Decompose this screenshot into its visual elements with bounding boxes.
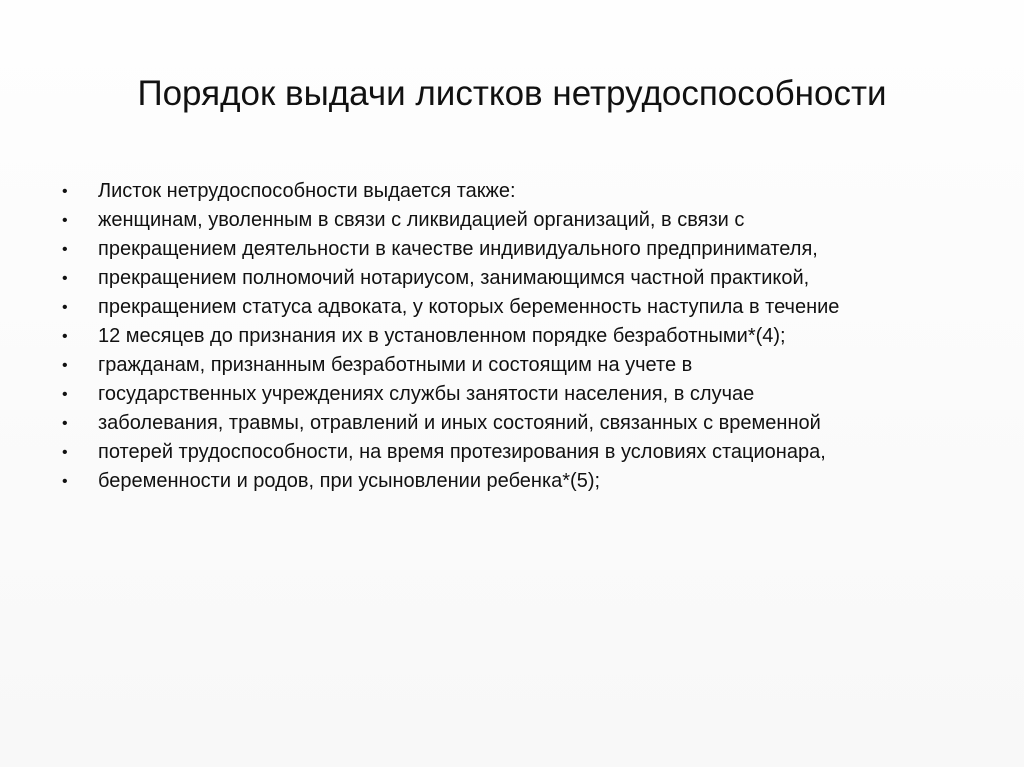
bullet-icon: • <box>62 299 68 316</box>
list-item-text: 12 месяцев до признания их в установленном порядке безработными*(4); <box>98 325 786 347</box>
list-item <box>62 438 962 467</box>
list-item <box>62 409 962 438</box>
list-item <box>62 322 962 351</box>
bullet-icon: • <box>62 357 68 374</box>
list-item-text: Листок нетрудоспособности выдается также: <box>98 180 516 202</box>
list-item-text: прекращением полномочий нотариусом, занимающимся частной практикой, <box>98 267 810 289</box>
list-item-text: заболевания, травмы, отравлений и иных состояний, связанных с временной <box>98 412 821 434</box>
list-item <box>62 351 962 380</box>
list-item-text: беременности и родов, при усыновлении ребенка*(5); <box>98 470 601 492</box>
list-item <box>62 206 962 235</box>
bullet-icon: • <box>62 386 68 403</box>
bullet-icon: • <box>62 241 68 258</box>
list-item <box>62 177 962 206</box>
bullet-icon: • <box>62 183 68 200</box>
bullet-icon: • <box>62 473 68 490</box>
list-item-text: женщинам, уволенным в связи с ликвидацией организаций, в связи с <box>98 209 745 231</box>
bullet-icon: • <box>62 212 68 229</box>
slide-title: Порядок выдачи листков нетрудоспособности <box>137 74 887 113</box>
list-item-text: государственных учреждениях службы занятости населения, в случае <box>98 383 755 405</box>
bullet-icon: • <box>62 270 68 287</box>
list-item <box>62 380 962 409</box>
bullet-icon: • <box>62 444 68 461</box>
bullet-icon: • <box>62 328 68 345</box>
list-item <box>62 235 962 264</box>
bullet-icon: • <box>62 415 68 432</box>
list-item <box>62 467 962 496</box>
list-item-text: прекращением деятельности в качестве индивидуального предпринимателя, <box>98 238 818 260</box>
list-item-text: прекращением статуса адвоката, у которых беременность наступила в течение <box>98 296 840 318</box>
bullet-list <box>62 177 962 496</box>
list-item <box>62 293 962 322</box>
list-item-text: гражданам, признанным безработными и состоящим на учете в <box>98 354 693 376</box>
list-item-text: потерей трудоспособности, на время протезирования в условиях стационара, <box>98 441 826 463</box>
list-item <box>62 264 962 293</box>
